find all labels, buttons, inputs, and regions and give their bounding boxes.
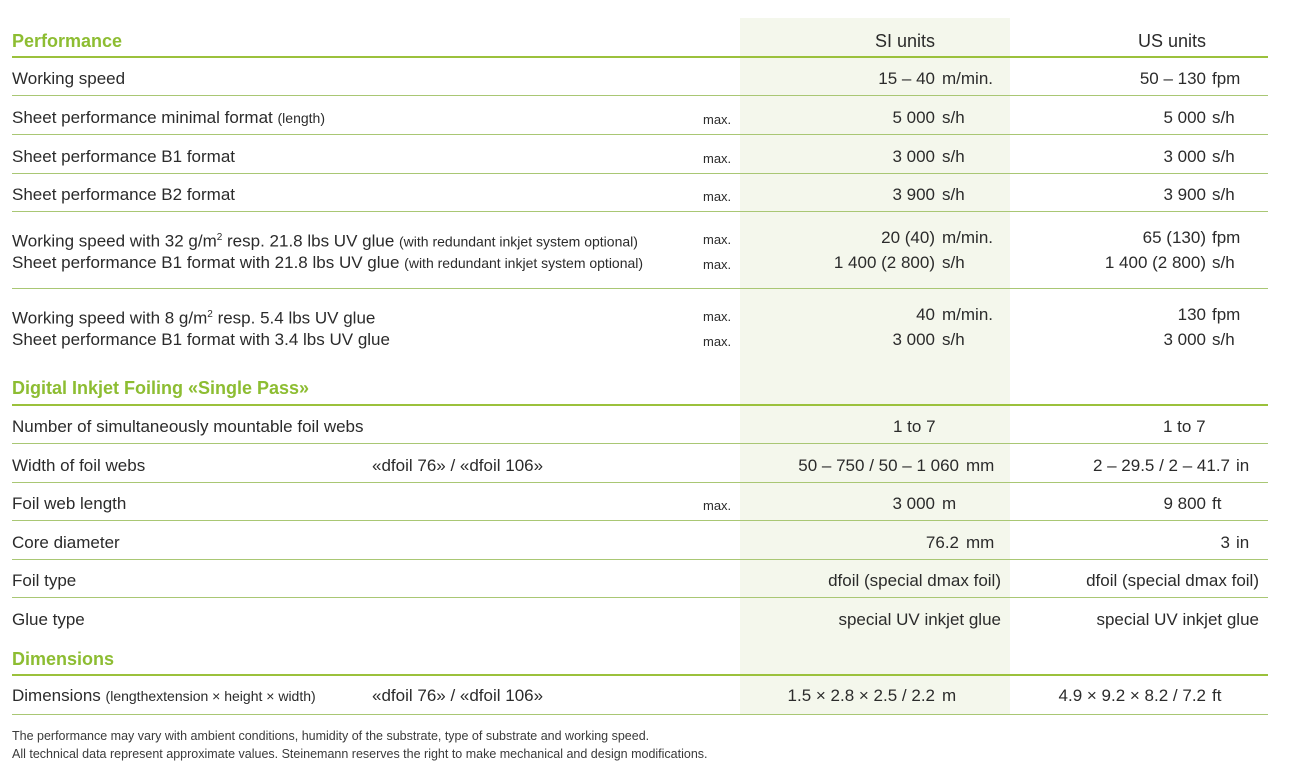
us-value: 65 (130): [1142, 228, 1206, 247]
us-unit: s/h: [1212, 108, 1235, 127]
si-unit: mm: [966, 533, 995, 552]
si-value: 1 to 7: [893, 417, 936, 436]
row-divider: [12, 288, 1268, 289]
row-divider: [12, 597, 1268, 598]
section-dimensions: Dimensions: [12, 649, 115, 669]
us-value: 9 800: [1163, 494, 1206, 513]
us-value: 3 000: [1163, 147, 1206, 166]
si-unit: s/h: [942, 330, 965, 349]
us-unit: s/h: [1212, 147, 1235, 166]
us-value: 130: [1177, 305, 1206, 324]
row-divider: [12, 482, 1268, 483]
row-label: Sheet performance B1 format with 21.8 lbs UV glue (with redundant inkjet system optional): [12, 253, 644, 272]
max-qualifier: max.: [703, 232, 732, 247]
si-unit: m/min.: [942, 305, 993, 324]
us-value: 1 400 (2 800): [1104, 253, 1206, 272]
us-value: 3 900: [1163, 185, 1206, 204]
model-names: «dfoil 76» / «dfoil 106»: [372, 686, 544, 705]
row-note: (length): [277, 110, 325, 126]
section-divider: [12, 56, 1268, 58]
row-divider: [12, 134, 1268, 135]
si-unit: m/min.: [942, 228, 993, 247]
us-unit: ft: [1212, 494, 1222, 513]
us-value: 3 000: [1163, 330, 1206, 349]
si-value: 1.5 × 2.8 × 2.5 / 2.2: [787, 686, 935, 705]
us-unit: fpm: [1212, 228, 1241, 247]
row-label: Foil web length: [12, 494, 127, 513]
superscript: 2: [216, 232, 223, 243]
row-label: Dimensions (lengthextension × height × width): [12, 686, 316, 705]
max-qualifier: max.: [703, 189, 732, 204]
row-label: Core diameter: [12, 533, 120, 552]
row-label: Working speed with 32 $g/m^2$ resp. 21.8 lbs UV glue (with redundant inkjet system optional): [12, 231, 638, 251]
footnote: The performance may vary with ambient conditions, humidity of the substrate, type of substrate and working speed.: [12, 729, 650, 743]
us-unit: fpm: [1212, 305, 1241, 324]
us-value: 2 – 29.5 / 2 – 41.7: [1092, 456, 1230, 475]
si-value: 20 (40): [881, 228, 935, 247]
max-qualifier: max.: [703, 334, 732, 349]
row-divider: [12, 443, 1268, 444]
us-unit: fpm: [1212, 69, 1241, 88]
si-value: 5 000: [892, 108, 935, 127]
row-note: (with redundant inkjet system optional): [404, 255, 644, 271]
max-qualifier: max.: [703, 151, 732, 166]
max-qualifier: max.: [703, 112, 732, 127]
si-unit: s/h: [942, 253, 965, 272]
si-value: 3 900: [892, 185, 935, 204]
us-value: 5 000: [1163, 108, 1206, 127]
row-label: Working speed with 8 $g/m^2$ resp. 5.4 lbs UV glue: [12, 308, 376, 328]
si-unit: m: [942, 494, 957, 513]
row-divider: [12, 559, 1268, 560]
row-divider: [12, 173, 1268, 174]
row-label: Number of simultaneously mountable foil webs: [12, 417, 364, 436]
row-divider: [12, 714, 1268, 715]
section-divider: [12, 404, 1268, 406]
us-value: 1 to 7: [1163, 417, 1206, 436]
us-value: 4.9 × 9.2 × 8.2 / 7.2: [1058, 686, 1206, 705]
us-value: 50 – 130: [1139, 69, 1206, 88]
si-unit: m: [942, 686, 957, 705]
si-value: dfoil (special dmax foil): [828, 571, 1001, 590]
si-unit: s/h: [942, 185, 965, 204]
si-value: 3 000: [892, 147, 935, 166]
section-divider: [12, 674, 1268, 676]
max-qualifier: max.: [703, 498, 732, 513]
row-label: Sheet performance B1 format with 3.4 lbs UV glue: [12, 330, 390, 349]
row-label: Width of foil webs: [12, 456, 146, 475]
row-label: Working speed: [12, 69, 126, 88]
us-value: dfoil (special dmax foil): [1086, 571, 1259, 590]
si-unit: s/h: [942, 147, 965, 166]
footnote: All technical data represent approximate values. Steinemann reserves the right to make mechanical and design modifications.: [12, 747, 708, 761]
row-divider: [12, 520, 1268, 521]
si-value: special UV inkjet glue: [838, 610, 1001, 629]
us-unit: s/h: [1212, 330, 1235, 349]
model-names: «dfoil 76» / «dfoil 106»: [372, 456, 544, 475]
superscript: 2: [207, 309, 213, 320]
si-value: 3 000: [892, 494, 935, 513]
row-note: (lengthextension × height × width): [105, 688, 316, 704]
us-unit: s/h: [1212, 253, 1235, 272]
max-qualifier: max.: [703, 309, 732, 324]
us-unit: s/h: [1212, 185, 1235, 204]
row-label: Sheet performance B1 format: [12, 147, 236, 166]
si-value: 1 400 (2 800): [833, 253, 935, 272]
us-unit: ft: [1212, 686, 1222, 705]
row-divider: [12, 211, 1268, 212]
si-value: 76.2: [925, 533, 959, 552]
si-unit: s/h: [942, 108, 965, 127]
us-value: 3: [1220, 533, 1230, 552]
si-unit: m/min.: [942, 69, 993, 88]
row-label: Foil type: [12, 571, 77, 590]
row-label: Sheet performance B2 format: [12, 185, 236, 204]
row-divider: [12, 95, 1268, 96]
section-foiling: Digital Inkjet Foiling «Single Pass»: [12, 378, 310, 398]
us-value: special UV inkjet glue: [1096, 610, 1259, 629]
row-note: (with redundant inkjet system optional): [399, 233, 638, 250]
section-performance: Performance: [12, 31, 123, 51]
si-value: 15 – 40: [878, 69, 935, 88]
row-label: Glue type: [12, 610, 85, 629]
si-unit: mm: [966, 456, 995, 475]
row-label: Sheet performance minimal format (length): [12, 108, 325, 127]
si-units-header: SI units: [875, 31, 936, 51]
max-qualifier: max.: [703, 257, 732, 272]
si-value: 40: [916, 305, 935, 324]
us-units-header: US units: [1138, 31, 1207, 51]
us-unit: in: [1236, 533, 1250, 552]
si-value: 3 000: [892, 330, 935, 349]
us-unit: in: [1236, 456, 1250, 475]
si-value: 50 – 750 / 50 – 1 060: [798, 456, 959, 475]
